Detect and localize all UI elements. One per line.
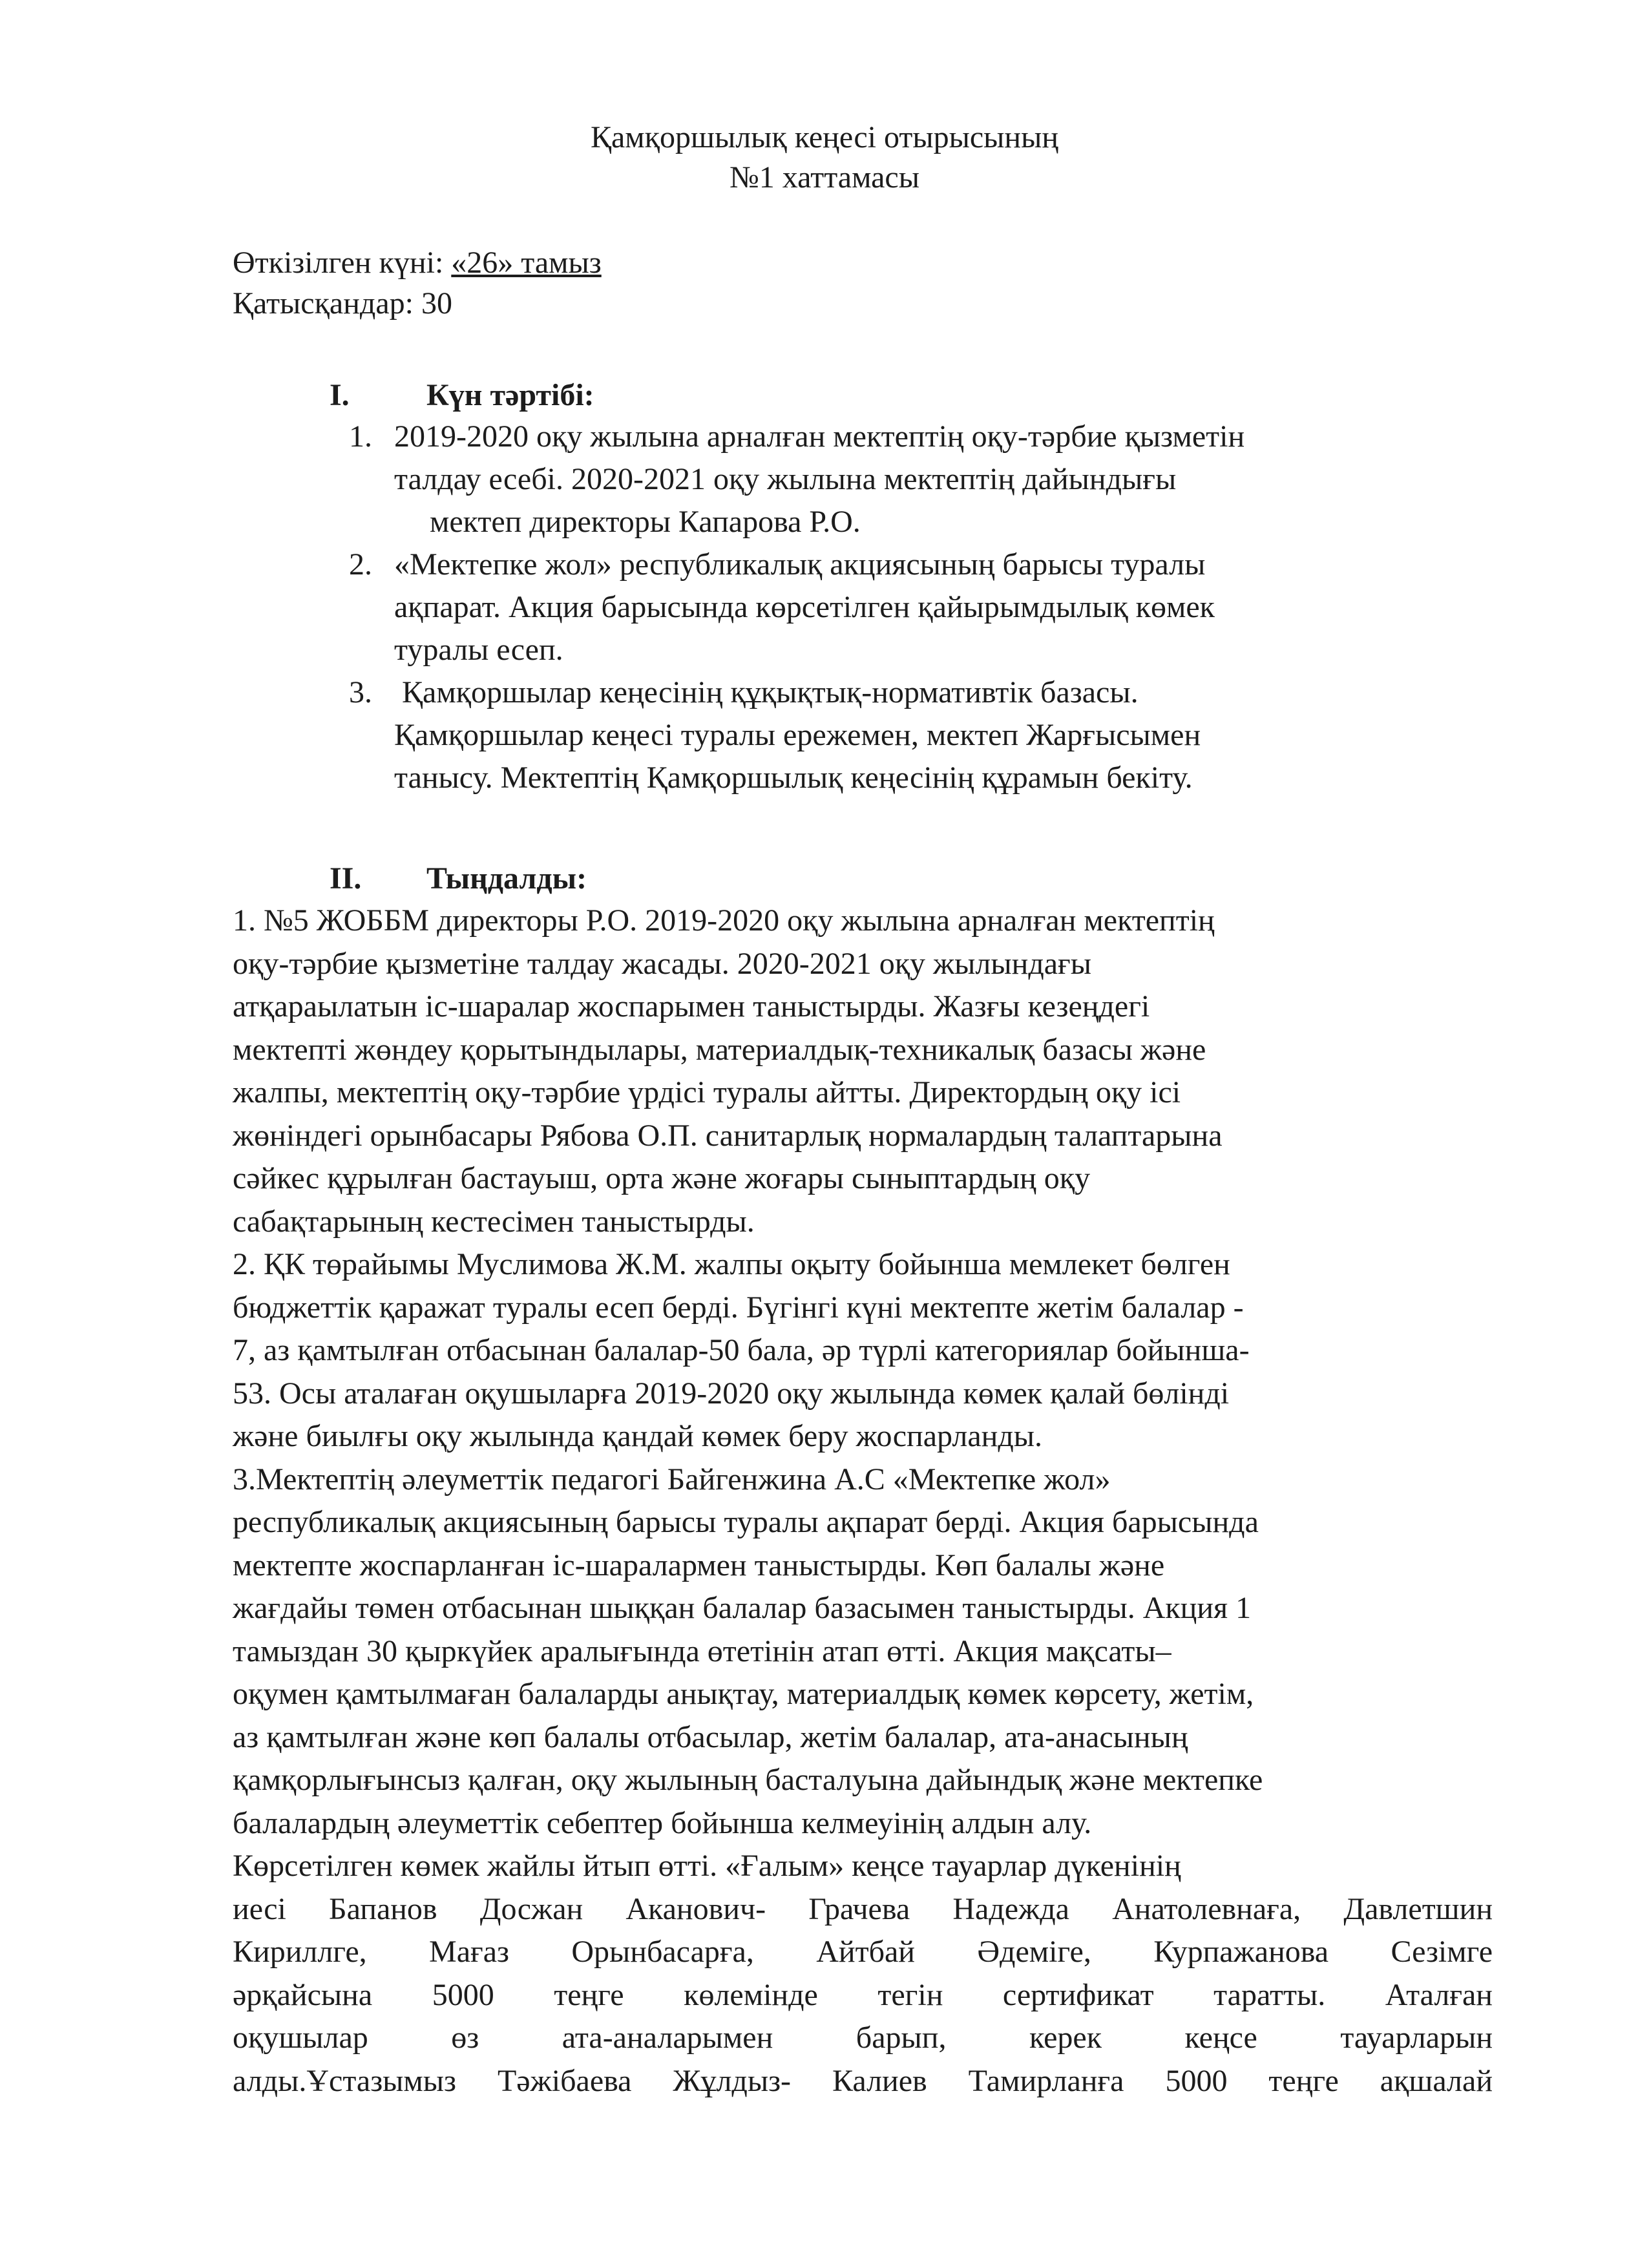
body-line: алды.Ұстазымыз Тәжібаева Жұлдыз- Калиев Тамирланға 5000 теңге ақшалай — [233, 2063, 1493, 2098]
agenda-item-text: талдау есебі. 2020-2021 оқу жылына мектептің дайындығы — [394, 462, 1177, 496]
agenda-item-number: 2. — [349, 547, 372, 582]
body-line: сәйкес құрылған бастауыш, орта және жоғары сыныптардың оқу — [233, 1161, 1091, 1195]
body-line: жағдайы төмен отбасынан шыққан балалар базасымен таныстырды. Акция 1 — [233, 1591, 1252, 1625]
date-value: «26» тамыз — [451, 246, 602, 280]
date-label: Өткізілген күні: — [233, 246, 452, 280]
agenda-item-text: танысу. Мектептің Қамқоршылық кеңесінің құрамын бекіту. — [394, 761, 1193, 795]
section1-title: Күн тәртібі: — [426, 378, 594, 412]
body-line: республикалық акциясының барысы туралы ақпарат берді. Акция барысында — [233, 1505, 1259, 1539]
body-line: оқумен қамтылмаған балаларды анықтау, материалдық көмек көрсету, жетім, — [233, 1677, 1254, 1711]
body-line: Көрсетілген көмек жайлы йтып өтті. «Ғалым» кеңсе тауарлар дүкенінің — [233, 1849, 1181, 1883]
section2-number: II. — [330, 861, 362, 896]
body-line: мектепте жоспарланған іс-шаралармен таныстырды. Көп балалы және — [233, 1548, 1165, 1582]
body-line: және биылғы оқу жылында қандай көмек беру жоспарланды. — [233, 1419, 1043, 1453]
participants-count: Қатысқандар: 30 — [233, 286, 452, 320]
agenda-item-text: туралы есеп. — [394, 633, 563, 667]
meeting-date — [233, 244, 602, 282]
body-line: 53. Осы аталаған оқушыларға 2019-2020 оқу жылында көмек қалай бөлінді — [233, 1376, 1230, 1411]
body-line: 7, аз қамтылған отбасынан балалар-50 бала, әр түрлі категориялар бойынша- — [233, 1333, 1250, 1367]
body-line: аз қамтылған және көп балалы отбасылар, жетім балалар, ата-анасының — [233, 1719, 1188, 1754]
body-line: иесі Бапанов Досжан Аканович- Грачева Надежда Анатолевнаға, Давлетшин — [233, 1891, 1493, 1926]
agenda-item-text: мектеп директоры Капарова Р.О. — [430, 505, 861, 539]
body-line: әрқайсына 5000 теңге көлемінде тегін сертификат таратты. Аталған — [233, 1977, 1493, 2012]
agenda-item-text: «Мектепке жол» республикалық акциясының барысы туралы — [394, 547, 1206, 582]
agenda-item-text: Қамқоршылар кеңесі туралы ережемен, мектеп Жарғысымен — [394, 718, 1201, 752]
body-line: қамқорлығынсыз қалған, оқу жылының басталуына дайындық және мектепке — [233, 1763, 1263, 1797]
agenda-item — [349, 543, 1486, 671]
body-line: Кириллге, Мағаз Орынбасарға, Айтбай Әдеміге, Курпажанова Сезімге — [233, 1935, 1493, 1969]
agenda-item-number: 3. — [349, 675, 372, 709]
body-line: 1. №5 ЖОББМ директоры Р.О. 2019-2020 оқу жылына арналған мектептің — [233, 903, 1215, 938]
body-line: 3.Мектептің әлеуметтік педагогі Байгенжина А.С «Мектепке жол» — [233, 1462, 1111, 1496]
agenda-item — [349, 415, 1486, 543]
section1-number: I. — [330, 378, 350, 412]
body-line: балалардың әлеуметтік себептер бойынша келмеуінің алдын алу. — [233, 1805, 1092, 1840]
agenda-list — [349, 415, 1486, 799]
body-line: 2. ҚК төрайымы Муслимова Ж.М. жалпы оқыту бойынша мемлекет бөлген — [233, 1247, 1230, 1281]
body-line: сабақтарының кестесімен таныстырды. — [233, 1204, 755, 1239]
body-line: оқу-тәрбие қызметіне талдау жасады. 2020-2021 оқу жылындағы — [233, 946, 1091, 981]
body-line: мектепті жөндеу қорытындылары, материалдық-техникалық базасы және — [233, 1032, 1206, 1067]
minutes-body — [233, 899, 1493, 2103]
body-line: жөніндегі орынбасары Рябова О.П. санитарлық нормалардың талаптарына — [233, 1118, 1223, 1153]
document-title-line1: Қамқоршылық кеңесі отырысының — [590, 120, 1059, 154]
agenda-item-text: Қамқоршылар кеңесінің құқықтық-нормативтік базасы. — [394, 675, 1139, 709]
document-title-line2: №1 хаттамасы — [730, 160, 919, 194]
agenda-item-text: 2019-2020 оқу жылына арналған мектептің оқу-тәрбие қызметін — [394, 419, 1245, 454]
agenda-item-text: ақпарат. Акция барысында көрсетілген қайырымдылық көмек — [394, 590, 1215, 624]
body-line: оқушылар өз ата-аналарымен барып, керек кеңсе тауарларын — [233, 2021, 1493, 2055]
section2-title: Тыңдалды: — [426, 861, 587, 896]
agenda-item-number: 1. — [349, 419, 372, 454]
body-line: бюджеттік қаражат туралы есеп берді. Бүгінгі күні мектепте жетім балалар - — [233, 1290, 1244, 1325]
body-line: жалпы, мектептің оқу-тәрбие үрдісі туралы айтты. Директордың оқу ісі — [233, 1075, 1181, 1109]
agenda-item — [349, 671, 1486, 799]
body-line: атқараылатын іс-шаралар жоспарымен таныстырды. Жазғы кезеңдегі — [233, 989, 1150, 1024]
body-line: тамыздан 30 қыркүйек аралығында өтетінін атап өтті. Акция мақсаты– — [233, 1633, 1171, 1668]
